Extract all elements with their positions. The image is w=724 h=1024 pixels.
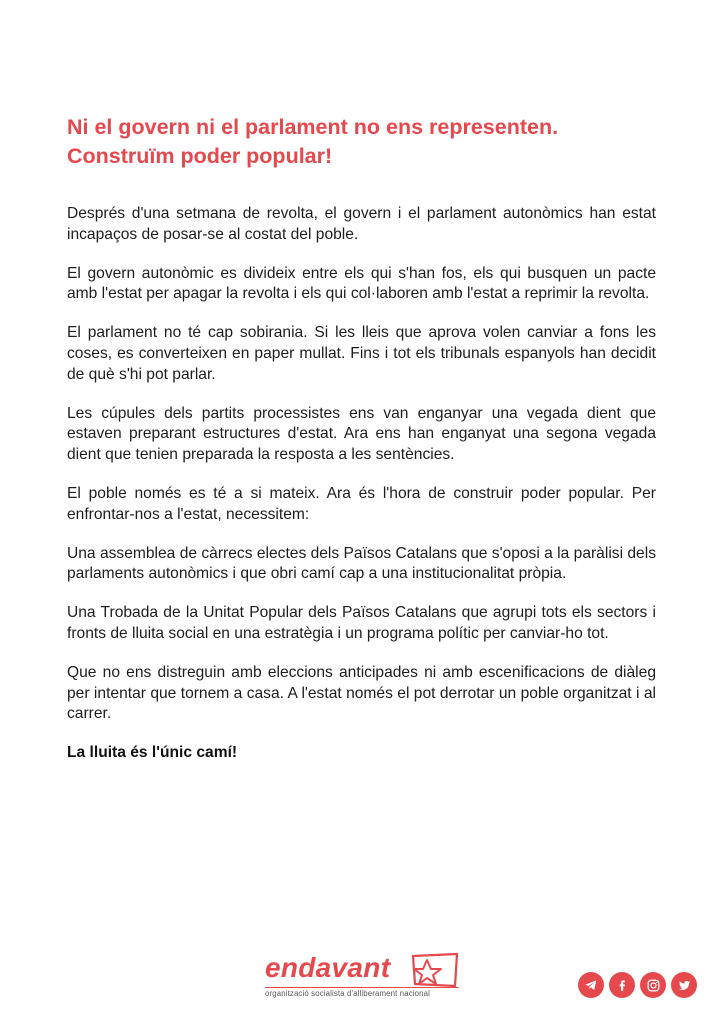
telegram-icon [584, 978, 598, 992]
facebook-link[interactable] [609, 972, 635, 998]
twitter-link[interactable] [671, 972, 697, 998]
instagram-icon [646, 978, 661, 993]
closing-slogan: La lluita és l'únic camí! [67, 744, 238, 762]
body-text [67, 204, 656, 782]
logo-tagline: organització socialista d'alliberament nacional [265, 989, 430, 998]
paragraph-1: Després d'una setmana de revolta, el govern i el parlament autonòmics han estat incapaços de posar-se al costat del poble. [67, 205, 656, 243]
twitter-icon [677, 978, 692, 993]
logo-wordmark: endavant [265, 952, 391, 983]
paragraph-6: Una assemblea de càrrecs electes dels Països Catalans que s'oposi a la paràlisi dels parlaments autonòmics i que obri camí cap a una institucionalitat pròpia. [67, 544, 656, 583]
telegram-link[interactable] [578, 972, 604, 998]
title-line-1: Ni el govern ni el parlament no ens representen. [67, 115, 559, 139]
paragraph-8: Que no ens distreguin amb eleccions anticipades ni amb escenificacions de diàleg per intentar que tornem a casa. A l'estat només el pot derrotar un poble organitzat i al carrer. [67, 664, 656, 723]
page-title [67, 113, 667, 171]
star-flag-icon [411, 952, 459, 988]
paragraph-3: El parlament no té cap sobirania. Si les lleis que aprova volen canviar a fons les coses, es converteixen en paper mullat. Fins i tot els tribunals espanyols han decidit de què s'hi pot parlar. [67, 324, 656, 383]
paragraph-2: El govern autonòmic es divideix entre els qui s'han fos, els qui busquen un pacte amb l'estat per apagar la revolta i els qui col·laboren amb l'estat a reprimir la revolta. [67, 264, 656, 303]
paragraph-7: Una Trobada de la Unitat Popular dels Països Catalans que agrupi tots els sectors i fronts de lluita social en una estratègia i un programa polític per canviar-ho tot. [67, 604, 656, 642]
title-line-2: Construïm poder popular! [67, 144, 333, 168]
logo-underline [265, 987, 459, 988]
endavant-logo [265, 952, 465, 1004]
paragraph-5: El poble només es té a si mateix. Ara és l'hora de construir poder popular. Per enfrontar-nos a l'estat, necessitem: [67, 484, 656, 523]
social-links [578, 972, 704, 1000]
paragraph-4: Les cúpules dels partits processistes ens van enganyar una vegada dient que estaven preparant estructures d'estat. Ara ens han enganyat una segona vegada dient que tenien preparada la resposta a les sentències. [67, 404, 656, 463]
facebook-icon [615, 978, 629, 992]
instagram-link[interactable] [640, 972, 666, 998]
